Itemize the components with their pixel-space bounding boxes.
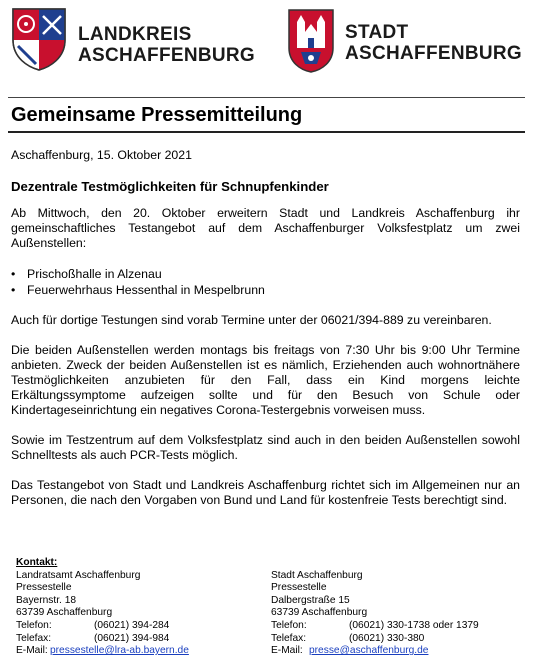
contact-title-spacer <box>271 557 526 570</box>
phone-label: Telefon: <box>271 619 307 631</box>
contact-email-row <box>16 645 266 658</box>
contact-phone-row <box>271 620 526 633</box>
contact-street: Bayernstr. 18 <box>16 594 77 606</box>
email-link[interactable]: pressestelle@lra-ab.bayern.de <box>50 645 189 657</box>
contact-org: Stadt Aschaffenburg <box>271 569 363 581</box>
contact-title: Kontakt: <box>16 557 58 568</box>
contact-phone-row <box>16 620 266 633</box>
stadt-crest-icon <box>287 8 335 74</box>
title-rule-top <box>8 97 525 98</box>
phone-value: (06021) 330-1738 oder 1379 <box>349 619 479 631</box>
list-item: • Prischoßhalle in Alzenau <box>11 266 520 282</box>
list-item: • Feuerwehrhaus Hessenthal in Mespelbrunn <box>11 282 520 298</box>
fax-label: Telefax: <box>271 632 307 644</box>
landkreis-name <box>78 24 255 66</box>
appointment-paragraph: Auch für dortige Testungen sind vorab Termine unter der 06021/394-889 zu vereinbaren. <box>11 313 492 327</box>
contact-org: Landratsamt Aschaffenburg <box>16 569 141 581</box>
email-label: E-Mail: <box>16 645 48 657</box>
release-headline: Dezentrale Testmöglichkeiten für Schnupfenkinder <box>11 179 329 194</box>
tests-paragraph: Sowie im Testzentrum auf dem Volksfestplatz sind auch in den beiden Außenstellen sowohl Schnelltests als auch PCR-Tests möglich. <box>11 433 520 462</box>
email-link[interactable]: presse@aschaffenburg.de <box>309 645 429 657</box>
release-date: Aschaffenburg, 15. Oktober 2021 <box>11 148 192 162</box>
landkreis-crest-icon <box>10 6 68 72</box>
contact-city: 63739 Aschaffenburg <box>16 607 113 619</box>
letterhead <box>0 0 533 90</box>
intro-paragraph: Ab Mittwoch, den 20. Oktober erweitern Stadt und Landkreis Aschaffenburg ihr gemeinschaftliches Testangebot auf dem Aschaffenburger Volksfestplatz um zwei Außenstellen: <box>11 206 520 250</box>
press-release-body <box>11 148 520 523</box>
landkreis-line1: LANDKREIS <box>78 24 192 45</box>
fax-label: Telefax: <box>16 632 52 644</box>
contact-street: Dalbergstraße 15 <box>271 594 350 606</box>
landkreis-line2: ASCHAFFENBURG <box>78 45 256 66</box>
contact-dept: Pressestelle <box>271 582 327 594</box>
phone-value: (06021) 394-284 <box>94 619 170 631</box>
stadt-line2: ASCHAFFENBURG <box>345 43 523 64</box>
phone-label: Telefon: <box>16 619 52 631</box>
title-rule-bottom <box>8 131 525 133</box>
hours-paragraph: Die beiden Außenstellen werden montags bis freitags von 7:30 Uhr bis 9:00 Uhr Termine anbieten. Zweck der beiden Außenstellen ist es nämlich, Erziehenden auch wohnortnähere Testmöglichkeiten anzubieten für den Fall, dass ein Kind morgens leichte Erkältungssymptome aufzeigen sollte und für den Besuch von Schule oder Kindertageseinrichtung ein negatives Corona-Testergebnis vorweisen muss. <box>11 343 520 417</box>
contact-stadt <box>271 557 526 658</box>
contact-fax-row <box>16 633 266 646</box>
contact-landkreis <box>16 557 266 658</box>
fax-value: (06021) 330-380 <box>349 632 425 644</box>
location-list <box>11 266 520 298</box>
contact-email-row <box>271 645 526 658</box>
stadt-line1: STADT <box>345 22 409 43</box>
stadt-name <box>345 22 522 64</box>
contact-city: 63739 Aschaffenburg <box>271 607 368 619</box>
document-title: Gemeinsame Pressemitteilung <box>11 104 303 126</box>
contact-dept: Pressestelle <box>16 582 72 594</box>
email-label: E-Mail: <box>271 645 303 657</box>
scope-paragraph: Das Testangebot von Stadt und Landkreis Aschaffenburg richtet sich im Allgemeinen nur an Personen, die nach den Vorgaben von Bund und Land für kostenfreie Tests berechtigt sind. <box>11 478 520 507</box>
contact-fax-row <box>271 633 526 646</box>
fax-value: (06021) 394-984 <box>94 632 170 644</box>
